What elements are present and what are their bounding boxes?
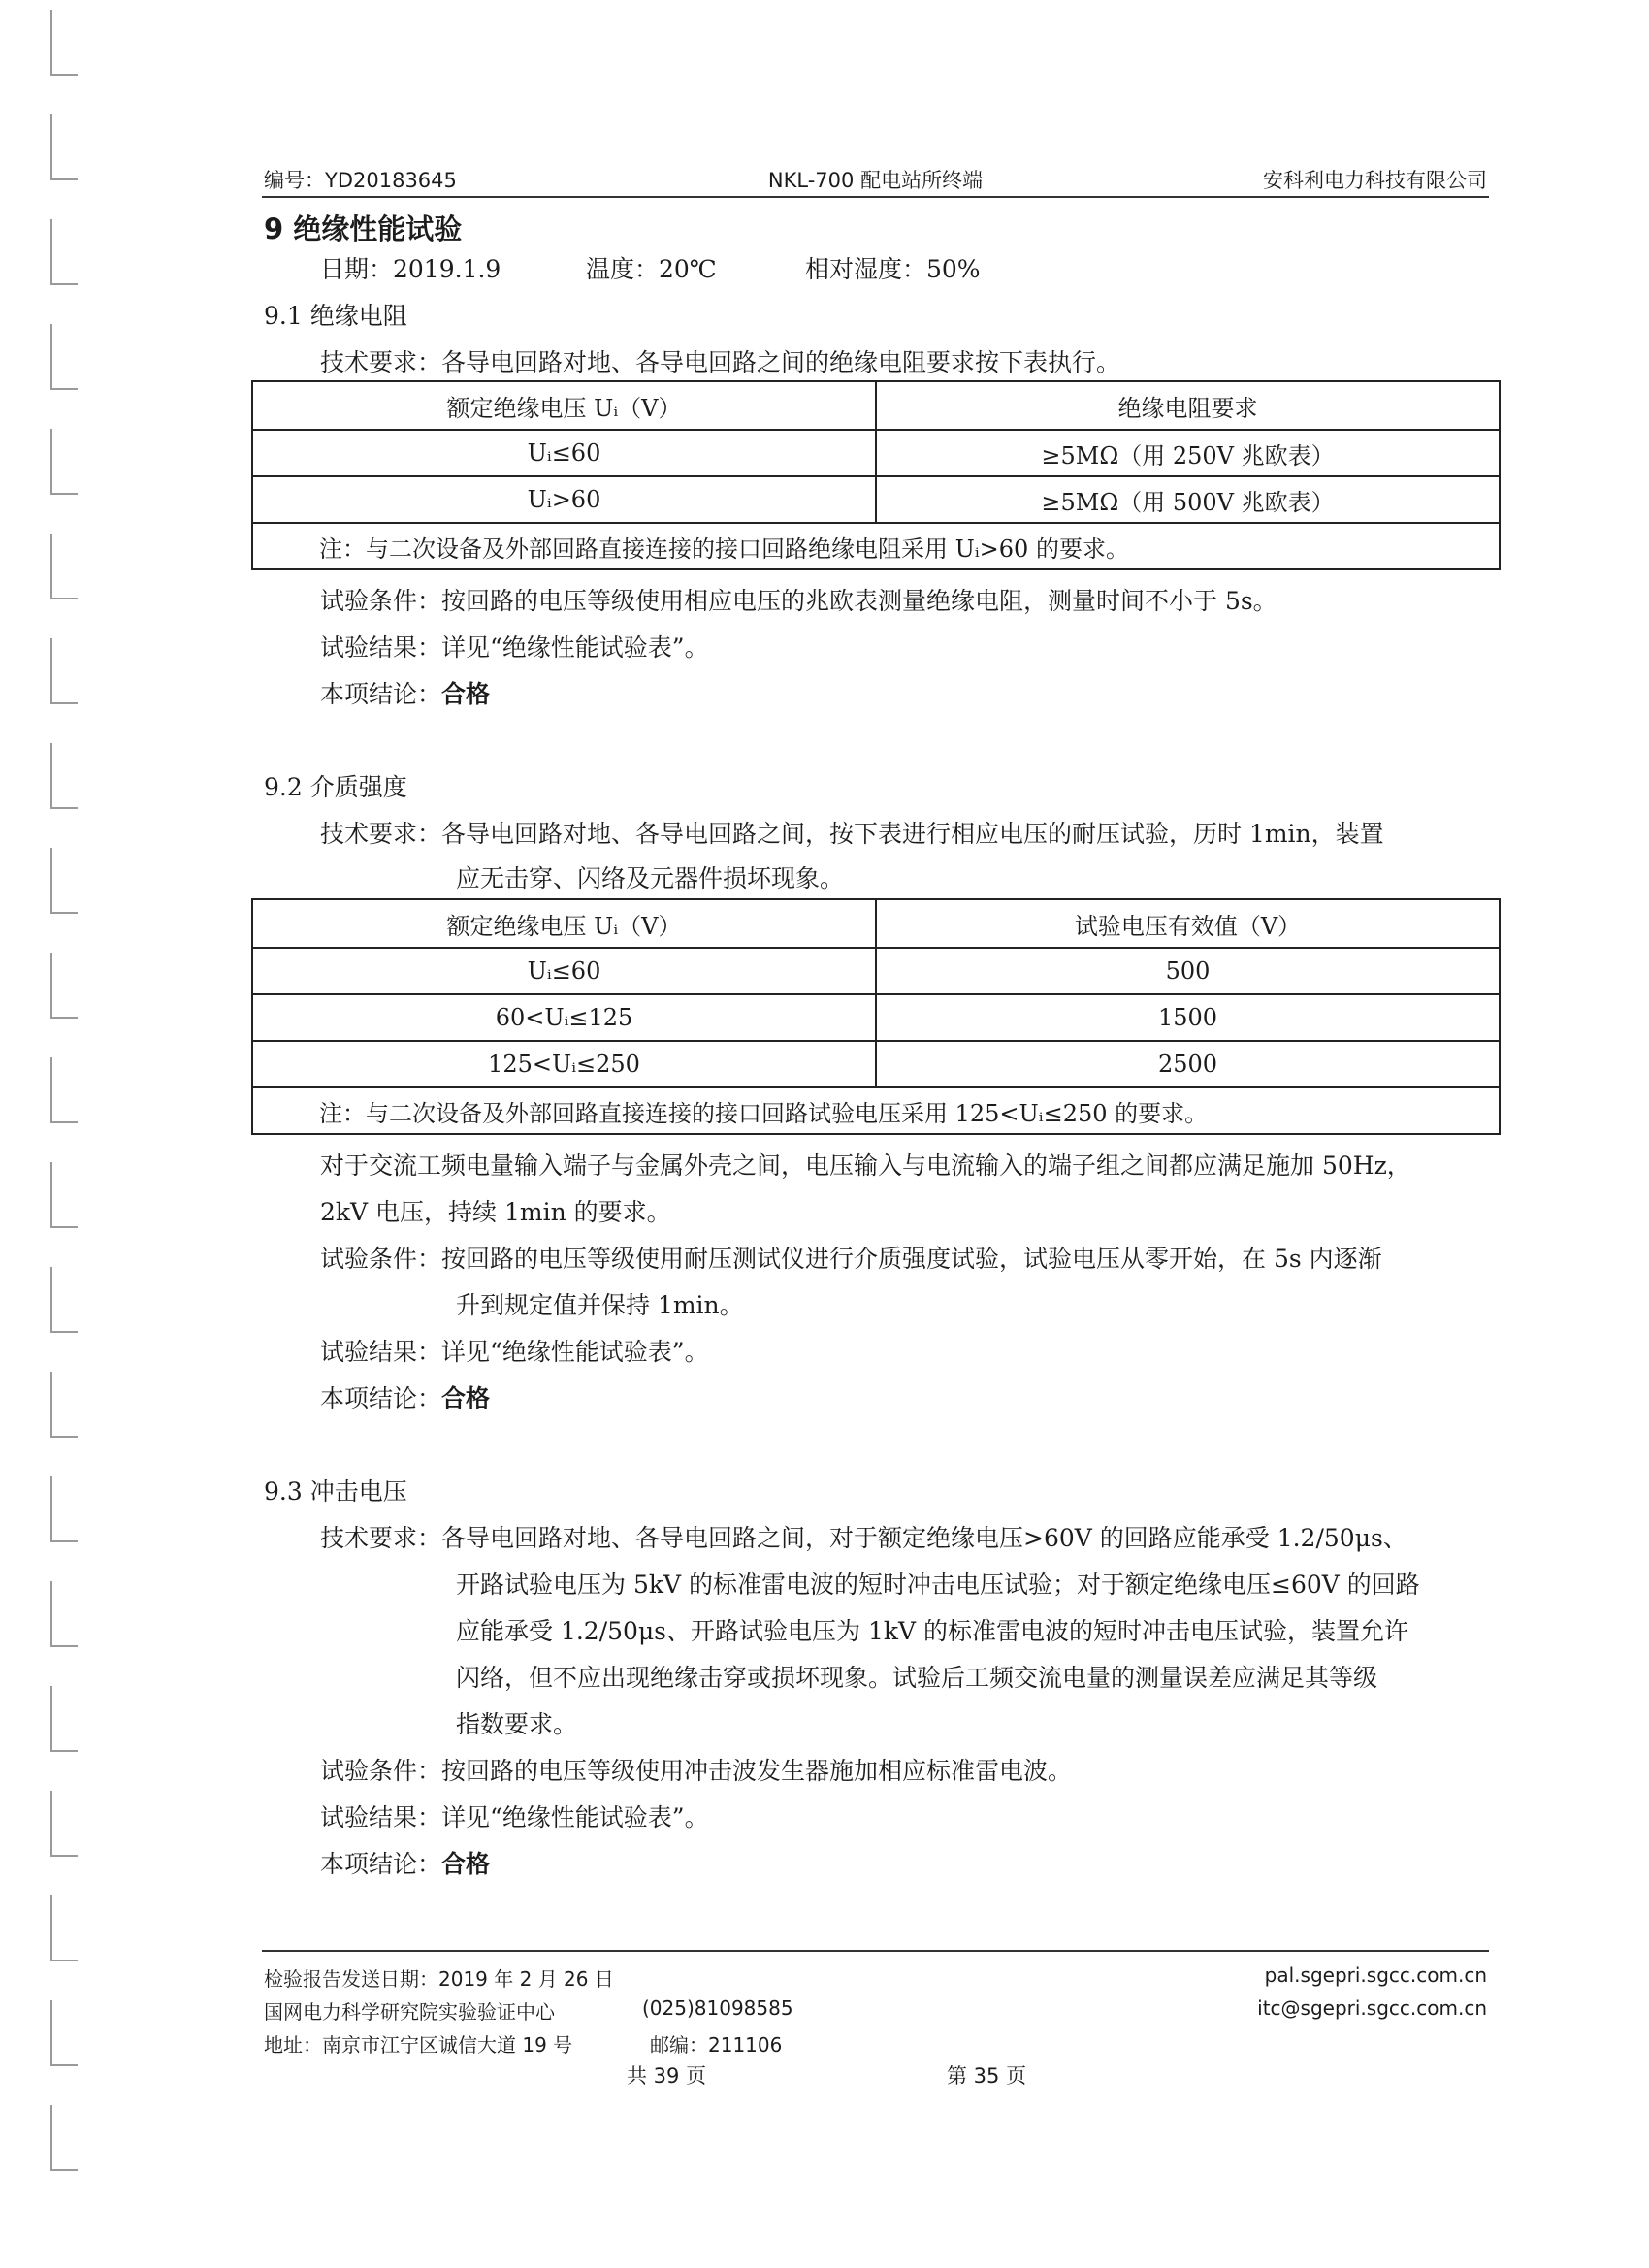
test-condition-9-2-line1: 试验条件：按回路的电压等级使用耐压测试仪进行介质强度试验，试验电压从零开始，在 5s 内逐渐 (320, 1245, 1382, 1273)
table-header-row (252, 899, 1500, 948)
conclusion-value: 合格 (441, 1850, 491, 1878)
table-note: 注：与二次设备及外部回路直接连接的接口回路绝缘电阻采用 Uᵢ>60 的要求。 (252, 523, 1500, 569)
ac-requirement-line1: 对于交流工频电量输入端子与金属外壳之间，电压输入与电流输入的端子组之间都应满足施加 50Hz， (320, 1151, 1411, 1180)
table-header-row (252, 381, 1500, 430)
table-header: 绝缘电阻要求 (876, 381, 1500, 430)
conclusion-label: 本项结论： (320, 680, 442, 708)
table-cell: 500 (876, 948, 1500, 994)
total-pages: 共 39 页 (627, 2064, 707, 2088)
requirement-9-3-line4: 闪络，但不应出现绝缘击穿或损坏现象。试验后工频交流电量的测量误差应满足其等级 (456, 1664, 1378, 1692)
table-cell: 60<Uᵢ≤125 (252, 994, 876, 1041)
table-cell: ≥5MΩ（用 250V 兆欧表） (876, 430, 1500, 476)
test-result-9-2: 试验结果：详见“绝缘性能试验表”。 (320, 1338, 709, 1366)
requirement-9-3-line3: 应能承受 1.2/50μs、开路试验电压为 1kV 的标准雷电波的短时冲击电压试验，装置允许 (456, 1617, 1409, 1645)
current-page: 第 35 页 (947, 2064, 1027, 2088)
test-temperature: 温度：20℃ (586, 255, 717, 283)
table-cell: 2500 (876, 1041, 1500, 1087)
conclusion-value: 合格 (441, 680, 491, 708)
product-name: NKL-700 配电站所终端 (767, 169, 984, 192)
conclusion-value: 合格 (441, 1384, 491, 1412)
table-header: 额定绝缘电压 Uᵢ（V） (252, 899, 876, 948)
page-header (262, 163, 1489, 198)
table-cell: Uᵢ≤60 (252, 430, 876, 476)
conclusion-9-1 (320, 679, 490, 710)
email: itc@sgepri.sgcc.com.cn (1257, 1996, 1487, 2020)
requirement-9-3-line2: 开路试验电压为 5kV 的标准雷电波的短时冲击电压试验；对于额定绝缘电压≤60V 的回路 (456, 1571, 1420, 1599)
table-note-row (252, 1087, 1500, 1134)
test-condition-9-3: 试验条件：按回路的电压等级使用冲击波发生器施加相应标准雷电波。 (320, 1757, 1073, 1785)
conclusion-label: 本项结论： (320, 1384, 442, 1412)
test-center-name: 国网电力科学研究院实验验证中心 (264, 2000, 555, 2024)
conclusion-9-3 (320, 1849, 490, 1880)
report-number: 编号：YD20183645 (264, 169, 457, 192)
report-send-date: 检验报告发送日期：2019 年 2 月 26 日 (264, 1967, 614, 1991)
insulation-resistance-table (251, 380, 1501, 570)
requirement-9-2-line2: 应无击穿、闪络及元器件损坏现象。 (456, 864, 845, 892)
table-note-row (252, 523, 1500, 569)
subsection-title-9-3: 9.3 冲击电压 (264, 1477, 407, 1506)
test-condition-9-2-line2: 升到规定值并保持 1min。 (456, 1291, 744, 1319)
table-row (252, 994, 1500, 1041)
dielectric-strength-table (251, 898, 1501, 1135)
requirement-9-1: 技术要求：各导电回路对地、各导电回路之间的绝缘电阻要求按下表执行。 (320, 348, 1121, 376)
test-condition-9-1: 试验条件：按回路的电压等级使用相应电压的兆欧表测量绝缘电阻，测量时间不小于 5s。 (320, 587, 1277, 615)
subsection-title-9-2: 9.2 介质强度 (264, 773, 407, 801)
address: 地址：南京市江宁区诚信大道 19 号 (264, 2033, 573, 2057)
company-name: 安科利电力科技有限公司 (1263, 169, 1487, 192)
table-header: 试验电压有效值（V） (876, 899, 1500, 948)
requirement-9-3-line1: 技术要求：各导电回路对地、各导电回路之间，对于额定绝缘电压>60V 的回路应能承受 1.2/50μs、 (320, 1524, 1407, 1552)
requirement-9-3-line5: 指数要求。 (456, 1710, 578, 1738)
table-row (252, 948, 1500, 994)
table-row (252, 476, 1500, 523)
page-footer (262, 1950, 1489, 2057)
test-date: 日期：2019.1.9 (320, 255, 501, 283)
conclusion-9-2 (320, 1383, 490, 1414)
phone-number: (025)81098585 (642, 1996, 793, 2020)
section-title: 9 绝缘性能试验 (264, 212, 463, 245)
table-cell: ≥5MΩ（用 500V 兆欧表） (876, 476, 1500, 523)
table-header: 额定绝缘电压 Uᵢ（V） (252, 381, 876, 430)
requirement-9-2-line1: 技术要求：各导电回路对地、各导电回路之间，按下表进行相应电压的耐压试验，历时 1min，装置 (320, 820, 1384, 848)
subsection-title-9-1: 9.1 绝缘电阻 (264, 302, 407, 330)
test-humidity: 相对湿度：50% (805, 255, 981, 283)
ac-requirement-line2: 2kV 电压，持续 1min 的要求。 (320, 1198, 671, 1226)
conclusion-label: 本项结论： (320, 1850, 442, 1878)
table-cell: 125<Uᵢ≤250 (252, 1041, 876, 1087)
table-cell: Uᵢ≤60 (252, 948, 876, 994)
margin-binding-marks (50, 0, 80, 2268)
test-result-9-1: 试验结果：详见“绝缘性能试验表”。 (320, 633, 709, 662)
postcode: 邮编：211106 (650, 2033, 783, 2057)
website: pal.sgepri.sgcc.com.cn (1264, 1963, 1487, 1987)
table-row (252, 1041, 1500, 1087)
table-note: 注：与二次设备及外部回路直接连接的接口回路试验电压采用 125<Uᵢ≤250 的要求。 (252, 1087, 1500, 1134)
table-row (252, 430, 1500, 476)
table-cell: Uᵢ>60 (252, 476, 876, 523)
table-cell: 1500 (876, 994, 1500, 1041)
test-result-9-3: 试验结果：详见“绝缘性能试验表”。 (320, 1803, 709, 1831)
